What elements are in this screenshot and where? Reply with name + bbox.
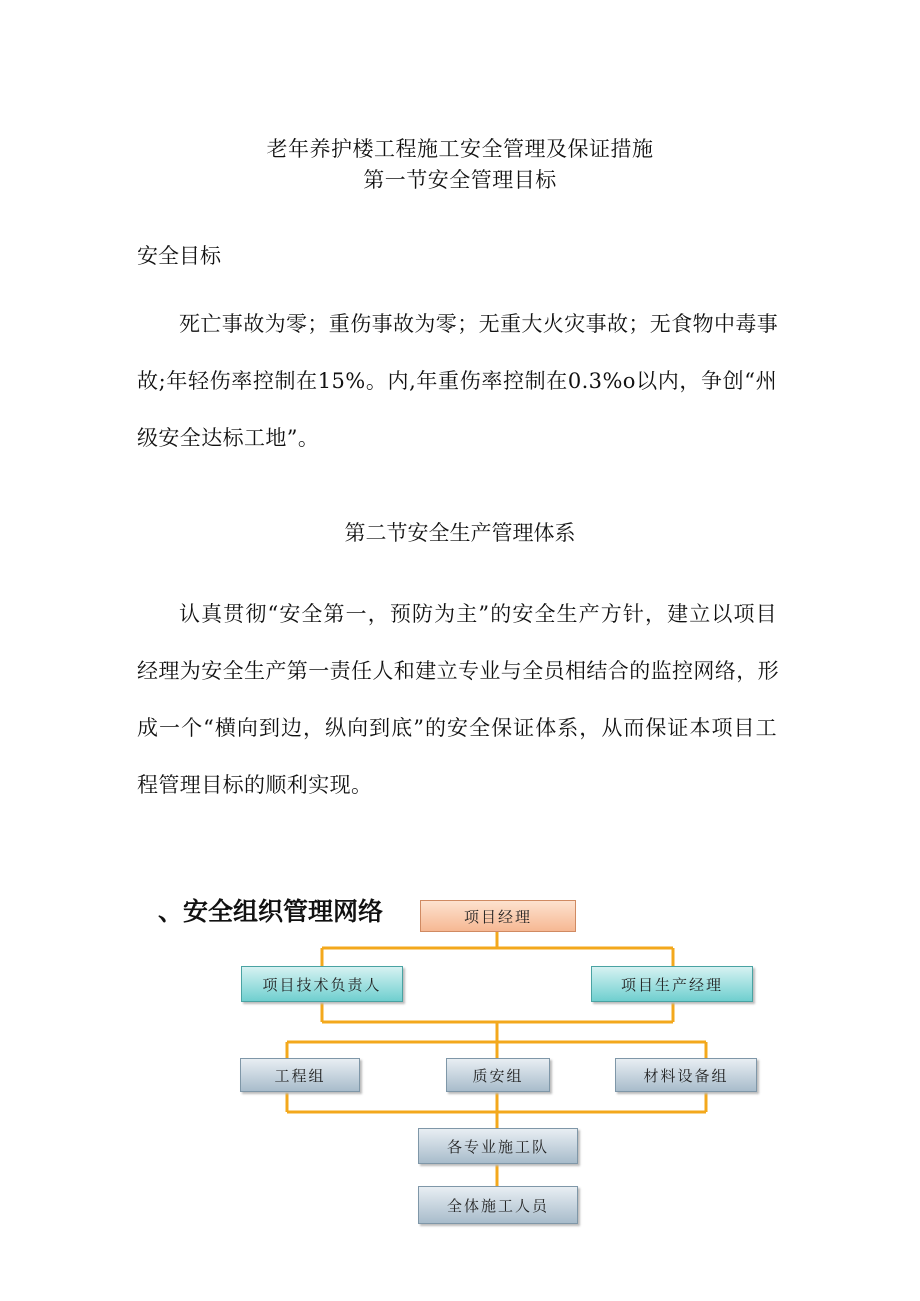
node-production-manager: 项目生产经理 [591,966,753,1002]
node-project-manager: 项目经理 [420,900,576,932]
org-chart-title: 、安全组织管理网络 [158,897,384,926]
paragraph-line: 经理为安全生产第一责任人和建立专业与全员相结合的监控网络，形 [137,659,779,683]
node-all-workers: 全体施工人员 [418,1186,578,1224]
node-technical-lead: 项目技术负责人 [241,966,403,1002]
paragraph-line: 级安全达标工地”。 [137,426,320,450]
section-1-title: 第一节安全管理目标 [363,168,557,192]
doc-title: 老年养护楼工程施工安全管理及保证措施 [266,137,654,161]
paragraph-line: 程管理目标的顺利实现。 [137,773,373,797]
node-quality-safety-group: 质安组 [446,1058,550,1092]
paragraph-line: 成一个“横向到边，纵向到底”的安全保证体系，从而保证本项目工 [137,716,777,740]
node-materials-equipment-group: 材料设备组 [615,1058,757,1092]
org-chart [0,880,920,1250]
node-construction-teams: 各专业施工队 [418,1128,578,1164]
paragraph-line: 认真贯彻“安全第一，预防为主”的安全生产方针，建立以项目 [179,602,777,626]
safety-goal-heading: 安全目标 [137,244,221,268]
node-engineering-group: 工程组 [240,1058,360,1092]
paragraph-line: 死亡事故为零；重伤事故为零；无重大火灾事故；无食物中毒事 [179,312,779,336]
safety-goal-paragraph [137,296,777,467]
system-paragraph [137,586,777,814]
paragraph-line: 故;年轻伤率控制在15%。内,年重伤率控制在0.3%o以内，争创“州 [137,369,777,393]
section-2-title: 第二节安全生产管理体系 [344,521,576,545]
